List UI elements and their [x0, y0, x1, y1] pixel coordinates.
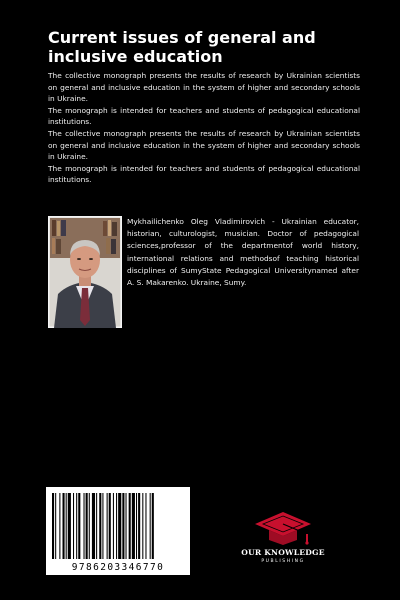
book-description [48, 70, 360, 186]
barcode-bar [138, 493, 140, 559]
barcode-bar [150, 493, 151, 559]
barcode-bar [52, 493, 54, 559]
description-paragraph: The monograph is intended for teachers and students of pedagogical educational institutions. [48, 163, 360, 185]
description-paragraph: The monograph is intended for teachers and students of pedagogical educational institutions. [48, 105, 360, 127]
barcode-bar [96, 493, 97, 559]
publisher-logo [233, 508, 333, 570]
barcode-bar [129, 493, 131, 559]
barcode-bar [84, 493, 85, 559]
barcode-bar [132, 493, 135, 559]
barcode-bar [63, 493, 65, 559]
publisher-name: OUR KNOWLEDGE [241, 548, 325, 557]
barcode-bar [99, 493, 101, 559]
barcode-bar [126, 493, 127, 559]
barcode-bar [92, 493, 95, 559]
barcode-bar [68, 493, 71, 559]
barcode-bar [145, 493, 146, 559]
barcode-bar [116, 493, 117, 559]
barcode-bar [109, 493, 111, 559]
author-portrait-image [48, 216, 122, 328]
book-title: Current issues of general and inclusive education [48, 28, 316, 66]
barcode-bar [136, 493, 137, 559]
barcode-bar [113, 493, 114, 559]
author-photo [48, 216, 122, 328]
barcode-bar [152, 493, 154, 559]
isbn-barcode [46, 487, 190, 575]
barcode-bar [142, 493, 143, 559]
barcode-bar [118, 493, 121, 559]
barcode-bar [107, 493, 108, 559]
isbn-number: 9786203346770 [71, 562, 165, 573]
barcode-bar [86, 493, 88, 559]
publisher-subtitle: PUBLISHING [261, 559, 305, 564]
barcode-bar [59, 493, 60, 559]
barcode-bar [73, 493, 74, 559]
barcode-bar [78, 493, 80, 559]
description-paragraph: The collective monograph presents the results of research by Ukrainian scientists on general and inclusive education in the system of higher and secondary schools in Ukraine. [48, 128, 360, 162]
barcode-bar [89, 493, 90, 559]
barcode-bar [55, 493, 56, 559]
graduation-cap-icon [233, 508, 333, 548]
author-biography: Mykhailichenko Oleg Vladimirovich - Ukrainian educator, historian, culturologist, musician. Doctor of pedagogical sciences,professor of the departmentof world history, international relations and methodsof teaching historical disciplines of SumyState Pedagogical Universitynamed after A. S. Makarenko. Ukraine, Sumy. [127, 217, 359, 288]
barcode-bar [76, 493, 77, 559]
barcode-bar [66, 493, 67, 559]
barcode-bar [102, 493, 103, 559]
description-paragraph: The collective monograph presents the results of research by Ukrainian scientists on general and inclusive education in the system of higher and secondary schools in Ukraine. [48, 71, 360, 104]
barcode-bar [122, 493, 124, 559]
